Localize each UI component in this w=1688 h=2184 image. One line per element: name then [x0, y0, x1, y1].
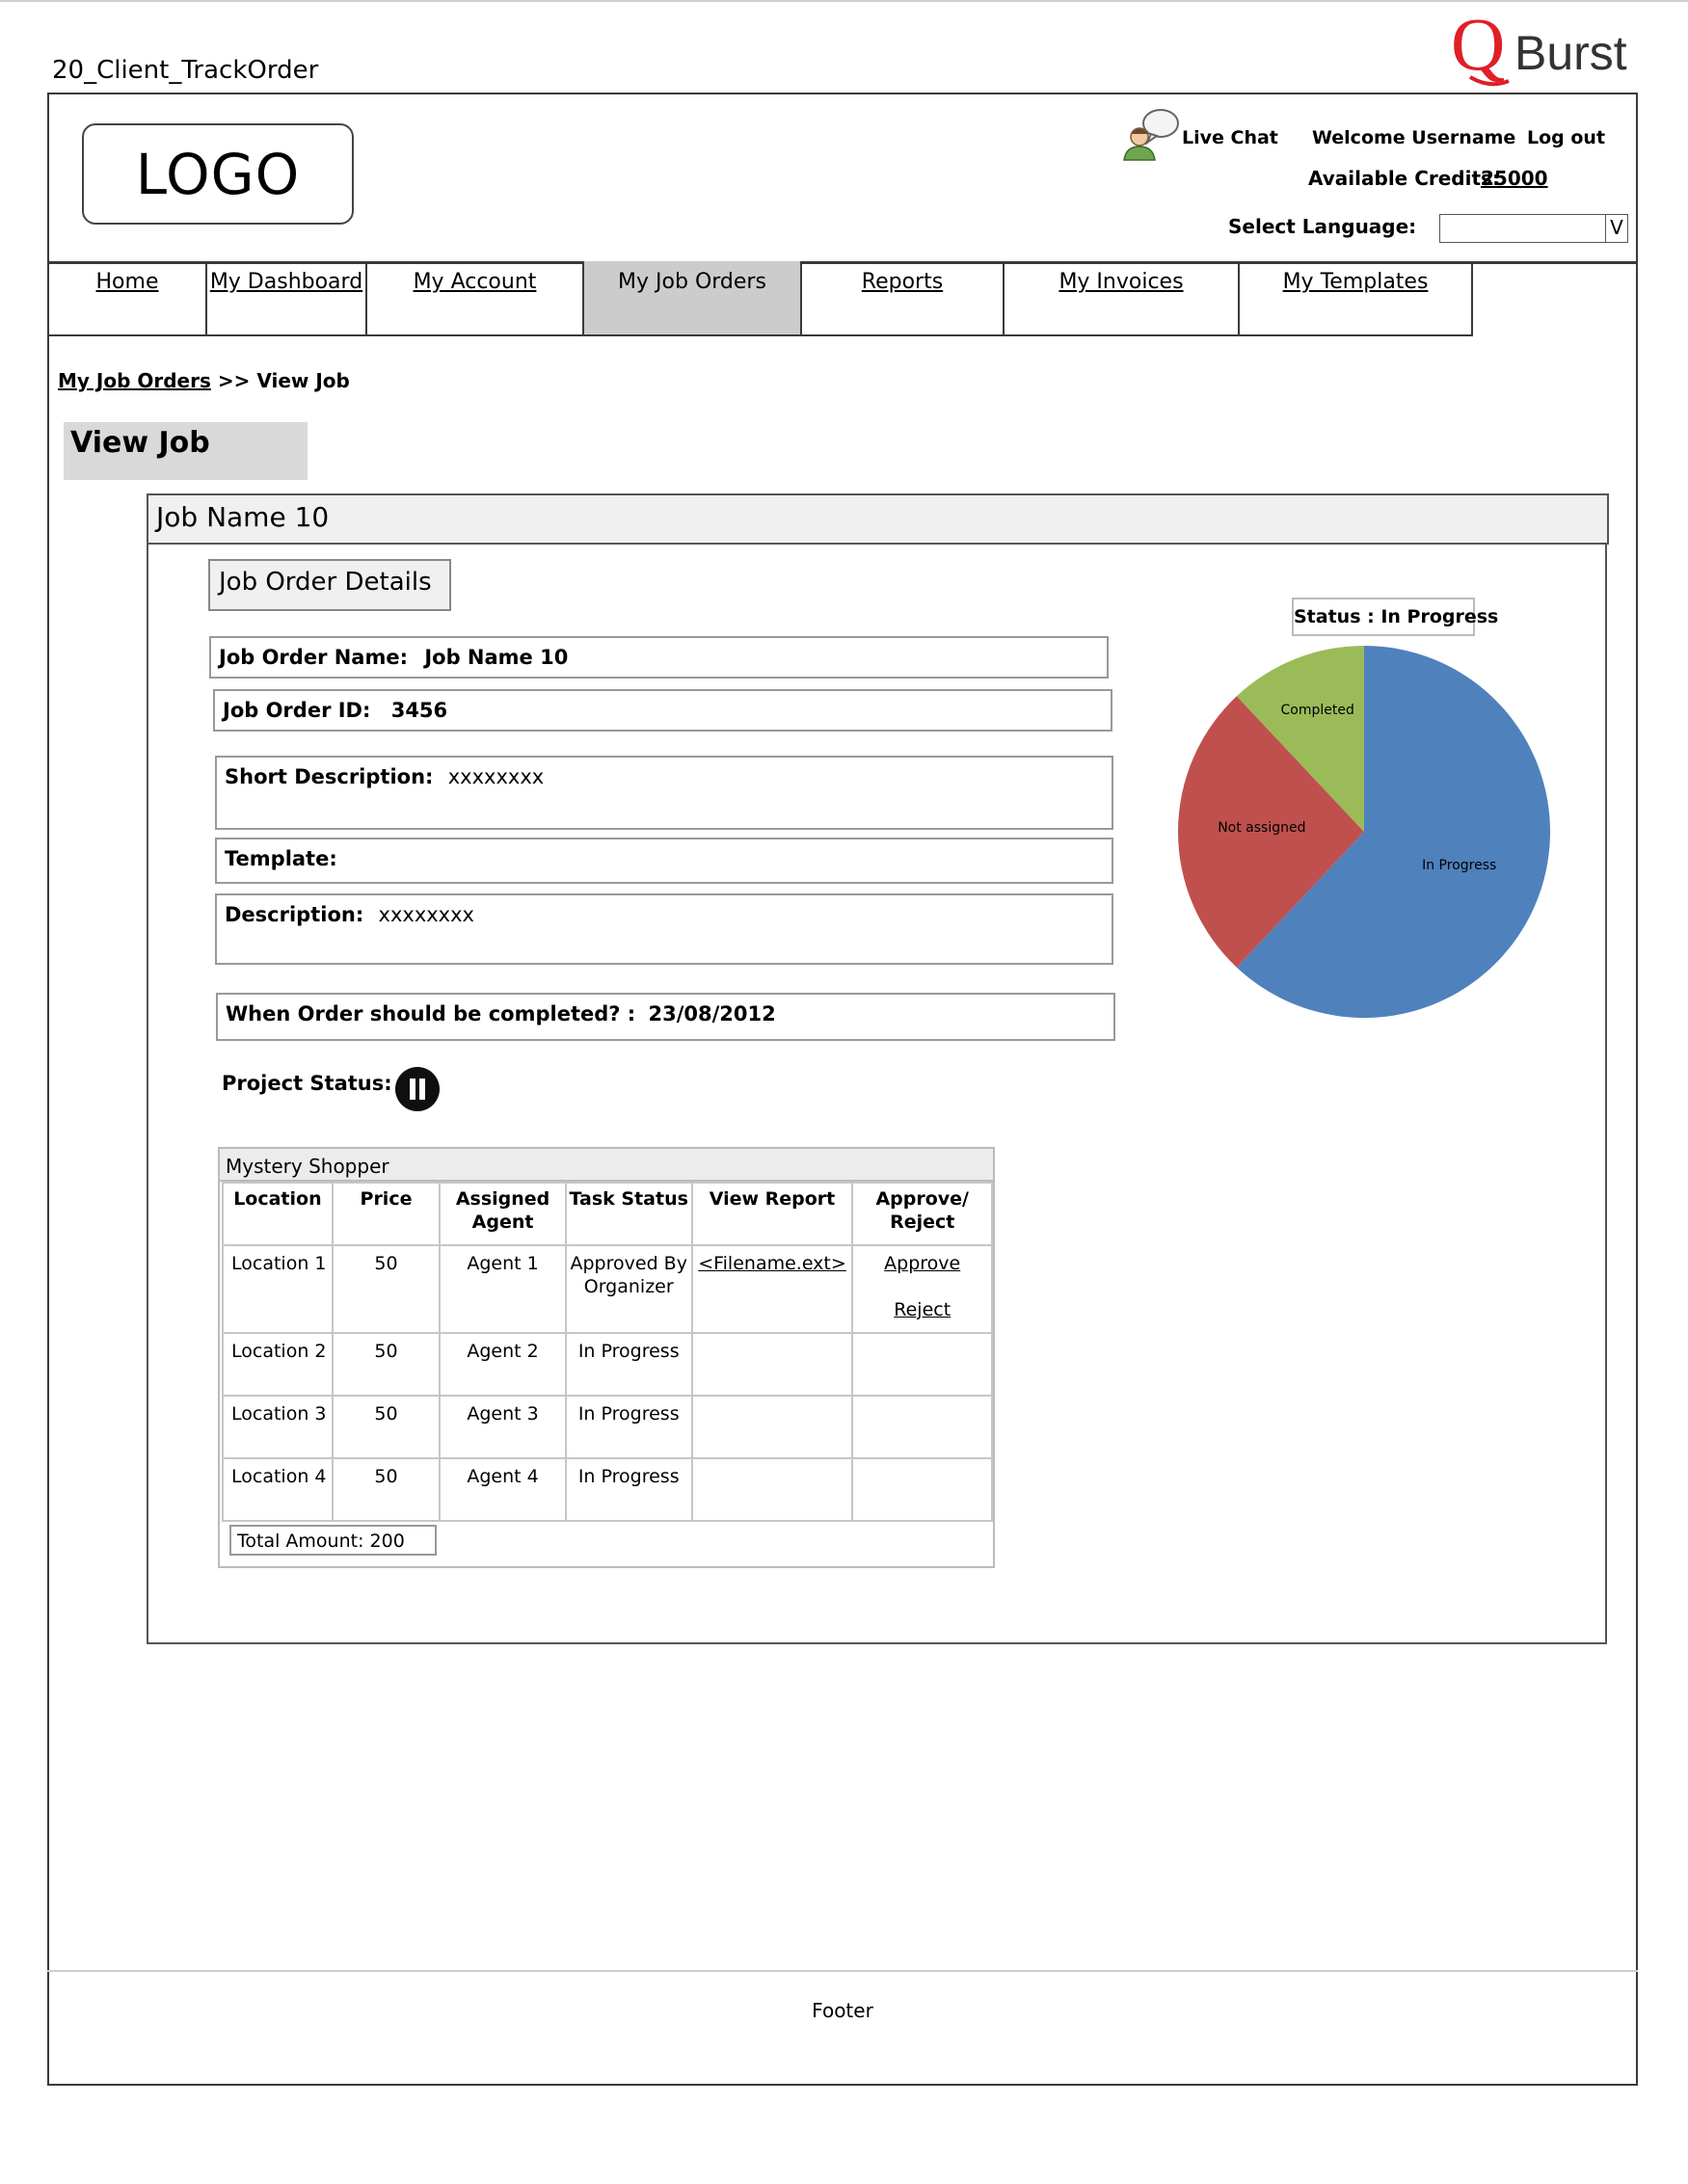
- cell-approve: [852, 1396, 992, 1458]
- breadcrumb: [58, 369, 350, 392]
- breadcrumb-job-orders-link[interactable]: My Job Orders: [58, 369, 211, 392]
- mystery-shopper-table: [222, 1182, 993, 1522]
- description-field: [215, 893, 1113, 965]
- cell-agent: Agent 2: [440, 1333, 566, 1396]
- tab-home[interactable]: [47, 261, 207, 336]
- status-line1: Approved By: [570, 1253, 687, 1274]
- tab-invoices-label: My Invoices: [1058, 270, 1184, 294]
- footer: Footer: [812, 1999, 873, 2022]
- description-label: Description:: [225, 903, 364, 926]
- language-select[interactable]: [1439, 214, 1628, 243]
- tab-job-order-details[interactable]: Job Order Details: [208, 559, 451, 611]
- order-name-field: [209, 636, 1109, 679]
- col-approve-line2: Reject: [890, 1212, 955, 1233]
- report-file-link[interactable]: <Filename.ext>: [698, 1253, 846, 1274]
- description-value: xxxxxxxx: [378, 903, 474, 926]
- col-report: View Report: [692, 1183, 853, 1245]
- cell-approve: [852, 1458, 992, 1521]
- col-approve: [852, 1183, 992, 1245]
- template-label: Template:: [225, 847, 337, 870]
- col-approve-line1: Approve/: [875, 1188, 969, 1210]
- short-description-label: Short Description:: [225, 765, 434, 788]
- cell-approve: [852, 1245, 992, 1333]
- job-name-header: Job Name 10: [147, 493, 1609, 545]
- order-id-value: 3456: [390, 699, 448, 722]
- table-row: [223, 1458, 992, 1521]
- table-row: [223, 1333, 992, 1396]
- chart-title: Status : In Progress: [1292, 598, 1475, 636]
- col-location: Location: [223, 1183, 333, 1245]
- chevron-down-icon[interactable]: V: [1605, 215, 1627, 242]
- short-description-value: xxxxxxxx: [447, 765, 545, 788]
- project-status-label: Project Status:: [222, 1072, 392, 1095]
- cell-location: Location 2: [223, 1333, 333, 1396]
- completion-date-value: 23/08/2012: [648, 1002, 776, 1025]
- pie-label-not-assigned: Not assigned: [1218, 820, 1306, 836]
- mystery-shopper-panel: [218, 1147, 995, 1568]
- completion-date-field: [216, 993, 1115, 1041]
- order-id-label: Job Order ID:: [223, 699, 371, 722]
- top-rule: [0, 0, 1688, 2]
- cell-report: [692, 1396, 853, 1458]
- table-row: [223, 1396, 992, 1458]
- cell-agent: Agent 1: [440, 1245, 566, 1333]
- cell-price: 50: [333, 1333, 440, 1396]
- brand-rest: Burst: [1514, 26, 1627, 80]
- pause-icon[interactable]: [395, 1067, 440, 1111]
- tab-job-orders-label: My Job Orders: [618, 270, 766, 294]
- cell-report: [692, 1245, 853, 1333]
- reject-link[interactable]: Reject: [894, 1299, 951, 1320]
- screen-title: 20_Client_TrackOrder: [52, 56, 319, 85]
- breadcrumb-separator: >>: [217, 369, 251, 392]
- tab-account-label: My Account: [413, 270, 537, 294]
- tab-templates-label: My Templates: [1282, 270, 1429, 294]
- live-chat-icon[interactable]: [1122, 108, 1180, 162]
- cell-approve: [852, 1333, 992, 1396]
- credits-label: Available Credits:: [1308, 167, 1500, 190]
- page-title: View Job: [64, 422, 308, 480]
- cell-agent: Agent 4: [440, 1458, 566, 1521]
- language-label: Select Language:: [1228, 215, 1417, 238]
- brand-q: Q: [1451, 10, 1506, 86]
- footer-divider: [47, 1970, 1638, 1972]
- approve-link[interactable]: Approve: [884, 1253, 961, 1274]
- tab-reports-label: Reports: [861, 270, 944, 294]
- order-name-value: Job Name 10: [424, 646, 569, 669]
- cell-price: 50: [333, 1458, 440, 1521]
- status-line2: Organizer: [583, 1276, 674, 1297]
- total-amount: Total Amount: 200: [229, 1525, 437, 1556]
- tab-invoices[interactable]: [1003, 261, 1240, 336]
- template-field: [215, 838, 1113, 884]
- pie-label-in-progress: In Progress: [1422, 858, 1497, 874]
- mystery-shopper-title: Mystery Shopper: [220, 1149, 993, 1182]
- cell-location: Location 4: [223, 1458, 333, 1521]
- live-chat-link[interactable]: Live Chat: [1182, 127, 1278, 148]
- cell-report: [692, 1458, 853, 1521]
- tab-home-label: Home: [95, 270, 159, 294]
- table-header-row: [223, 1183, 992, 1245]
- cell-status: [566, 1245, 692, 1333]
- cell-agent: Agent 3: [440, 1396, 566, 1458]
- cell-status: In Progress: [566, 1458, 692, 1521]
- site-logo[interactable]: LOGO: [82, 123, 354, 225]
- breadcrumb-current: View Job: [256, 369, 350, 392]
- col-agent-line1: Assigned: [455, 1188, 550, 1210]
- col-status: Task Status: [566, 1183, 692, 1245]
- welcome-text: Welcome Username: [1312, 127, 1516, 148]
- cell-price: 50: [333, 1245, 440, 1333]
- tab-reports[interactable]: [800, 261, 1005, 336]
- order-name-label: Job Order Name:: [219, 646, 409, 669]
- cell-location: Location 1: [223, 1245, 333, 1333]
- credits-value[interactable]: 25000: [1481, 167, 1548, 190]
- col-agent: [440, 1183, 566, 1245]
- short-description-field: [215, 756, 1113, 830]
- tab-account[interactable]: [365, 261, 584, 336]
- logout-link[interactable]: Log out: [1527, 127, 1606, 148]
- tab-dashboard[interactable]: [205, 261, 367, 336]
- cell-status: In Progress: [566, 1396, 692, 1458]
- cell-status: In Progress: [566, 1333, 692, 1396]
- col-price: Price: [333, 1183, 440, 1245]
- cell-price: 50: [333, 1396, 440, 1458]
- cell-location: Location 3: [223, 1396, 333, 1458]
- tab-templates[interactable]: [1238, 261, 1473, 336]
- cell-report: [692, 1333, 853, 1396]
- qburst-logo: [1451, 10, 1634, 87]
- pie-label-completed: Completed: [1280, 702, 1354, 718]
- status-pie-chart: [1166, 644, 1562, 1029]
- col-agent-line2: Agent: [471, 1212, 534, 1233]
- tab-job-orders[interactable]: [582, 261, 802, 336]
- tab-dashboard-label: My Dashboard: [209, 270, 363, 294]
- completion-date-label: When Order should be completed? :: [226, 1002, 636, 1025]
- order-id-field: [213, 689, 1112, 732]
- table-row: [223, 1245, 992, 1333]
